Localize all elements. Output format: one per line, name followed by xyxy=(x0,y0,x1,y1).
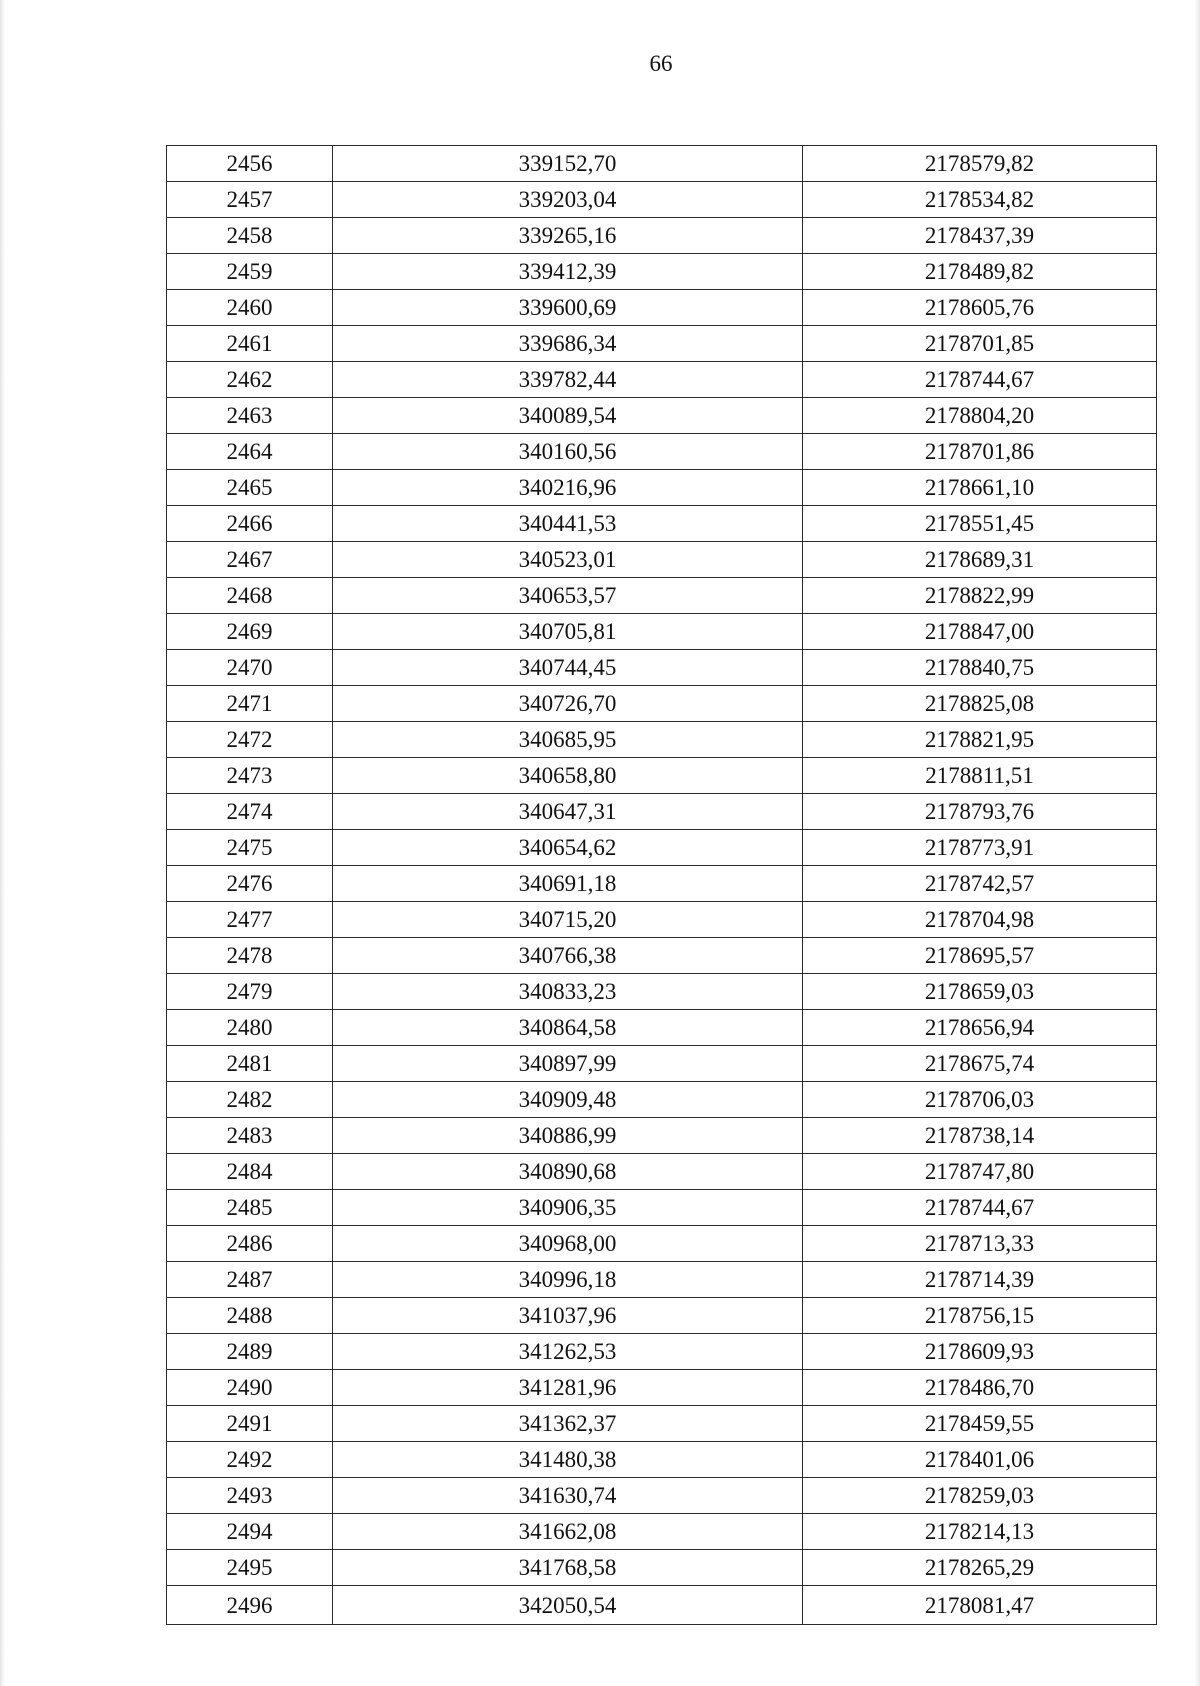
y-coordinate-cell: 2178265,29 xyxy=(803,1550,1157,1586)
table-row xyxy=(167,1334,1157,1370)
x-coordinate-cell: 340441,53 xyxy=(333,506,803,542)
point-number-cell: 2461 xyxy=(167,326,333,362)
scan-edge-right xyxy=(1195,0,1200,1686)
table-row xyxy=(167,830,1157,866)
y-coordinate-cell: 2178822,99 xyxy=(803,578,1157,614)
x-coordinate-cell: 340685,95 xyxy=(333,722,803,758)
x-coordinate-cell: 339265,16 xyxy=(333,218,803,254)
y-coordinate-cell: 2178605,76 xyxy=(803,290,1157,326)
x-coordinate-cell: 340833,23 xyxy=(333,974,803,1010)
page-number: 66 xyxy=(649,51,673,76)
x-coordinate-cell: 340654,62 xyxy=(333,830,803,866)
x-coordinate-cell: 342050,54 xyxy=(333,1586,803,1625)
x-coordinate-cell: 341281,96 xyxy=(333,1370,803,1406)
table-row xyxy=(167,1082,1157,1118)
x-coordinate-cell: 341262,53 xyxy=(333,1334,803,1370)
y-coordinate-cell: 2178534,82 xyxy=(803,182,1157,218)
point-number-cell: 2470 xyxy=(167,650,333,686)
table-row xyxy=(167,1514,1157,1550)
x-coordinate-cell: 340691,18 xyxy=(333,866,803,902)
scan-edge-left xyxy=(0,0,5,1686)
y-coordinate-cell: 2178847,00 xyxy=(803,614,1157,650)
point-number-cell: 2487 xyxy=(167,1262,333,1298)
table-row xyxy=(167,1154,1157,1190)
point-number-cell: 2475 xyxy=(167,830,333,866)
y-coordinate-cell: 2178486,70 xyxy=(803,1370,1157,1406)
table-row xyxy=(167,434,1157,470)
point-number-cell: 2466 xyxy=(167,506,333,542)
point-number-cell: 2476 xyxy=(167,866,333,902)
x-coordinate-cell: 341037,96 xyxy=(333,1298,803,1334)
point-number-cell: 2490 xyxy=(167,1370,333,1406)
point-number-cell: 2488 xyxy=(167,1298,333,1334)
y-coordinate-cell: 2178840,75 xyxy=(803,650,1157,686)
y-coordinate-cell: 2178793,76 xyxy=(803,794,1157,830)
table-row xyxy=(167,362,1157,398)
point-number-cell: 2496 xyxy=(167,1586,333,1625)
point-number-cell: 2458 xyxy=(167,218,333,254)
x-coordinate-cell: 339203,04 xyxy=(333,182,803,218)
x-coordinate-cell: 340726,70 xyxy=(333,686,803,722)
table-row xyxy=(167,1550,1157,1586)
point-number-cell: 2469 xyxy=(167,614,333,650)
point-number-cell: 2472 xyxy=(167,722,333,758)
y-coordinate-cell: 2178689,31 xyxy=(803,542,1157,578)
y-coordinate-cell: 2178609,93 xyxy=(803,1334,1157,1370)
table-row xyxy=(167,1118,1157,1154)
point-number-cell: 2491 xyxy=(167,1406,333,1442)
table-row xyxy=(167,1298,1157,1334)
table-row xyxy=(167,1406,1157,1442)
x-coordinate-cell: 340705,81 xyxy=(333,614,803,650)
point-number-cell: 2456 xyxy=(167,146,333,182)
point-number-cell: 2484 xyxy=(167,1154,333,1190)
x-coordinate-cell: 340647,31 xyxy=(333,794,803,830)
table-row xyxy=(167,146,1157,182)
y-coordinate-cell: 2178738,14 xyxy=(803,1118,1157,1154)
y-coordinate-cell: 2178706,03 xyxy=(803,1082,1157,1118)
y-coordinate-cell: 2178701,86 xyxy=(803,434,1157,470)
x-coordinate-cell: 339686,34 xyxy=(333,326,803,362)
table-row xyxy=(167,326,1157,362)
y-coordinate-cell: 2178459,55 xyxy=(803,1406,1157,1442)
table-row xyxy=(167,1586,1157,1625)
point-number-cell: 2489 xyxy=(167,1334,333,1370)
x-coordinate-cell: 341662,08 xyxy=(333,1514,803,1550)
x-coordinate-cell: 340890,68 xyxy=(333,1154,803,1190)
coordinates-table xyxy=(166,145,1157,1625)
y-coordinate-cell: 2178695,57 xyxy=(803,938,1157,974)
x-coordinate-cell: 341362,37 xyxy=(333,1406,803,1442)
y-coordinate-cell: 2178773,91 xyxy=(803,830,1157,866)
y-coordinate-cell: 2178675,74 xyxy=(803,1046,1157,1082)
x-coordinate-cell: 340160,56 xyxy=(333,434,803,470)
y-coordinate-cell: 2178579,82 xyxy=(803,146,1157,182)
x-coordinate-cell: 340216,96 xyxy=(333,470,803,506)
coordinates-table-body xyxy=(167,146,1157,1625)
table-row xyxy=(167,506,1157,542)
y-coordinate-cell: 2178551,45 xyxy=(803,506,1157,542)
point-number-cell: 2468 xyxy=(167,578,333,614)
x-coordinate-cell: 340744,45 xyxy=(333,650,803,686)
point-number-cell: 2494 xyxy=(167,1514,333,1550)
y-coordinate-cell: 2178701,85 xyxy=(803,326,1157,362)
point-number-cell: 2492 xyxy=(167,1442,333,1478)
table-row xyxy=(167,1370,1157,1406)
y-coordinate-cell: 2178744,67 xyxy=(803,1190,1157,1226)
point-number-cell: 2493 xyxy=(167,1478,333,1514)
y-coordinate-cell: 2178742,57 xyxy=(803,866,1157,902)
x-coordinate-cell: 340906,35 xyxy=(333,1190,803,1226)
x-coordinate-cell: 340968,00 xyxy=(333,1226,803,1262)
point-number-cell: 2485 xyxy=(167,1190,333,1226)
table-row xyxy=(167,254,1157,290)
y-coordinate-cell: 2178489,82 xyxy=(803,254,1157,290)
x-coordinate-cell: 340996,18 xyxy=(333,1262,803,1298)
point-number-cell: 2482 xyxy=(167,1082,333,1118)
table-row xyxy=(167,578,1157,614)
table-row xyxy=(167,866,1157,902)
point-number-cell: 2459 xyxy=(167,254,333,290)
point-number-cell: 2460 xyxy=(167,290,333,326)
x-coordinate-cell: 341630,74 xyxy=(333,1478,803,1514)
y-coordinate-cell: 2178825,08 xyxy=(803,686,1157,722)
table-row xyxy=(167,398,1157,434)
x-coordinate-cell: 340909,48 xyxy=(333,1082,803,1118)
y-coordinate-cell: 2178704,98 xyxy=(803,902,1157,938)
table-row xyxy=(167,218,1157,254)
point-number-cell: 2478 xyxy=(167,938,333,974)
point-number-cell: 2457 xyxy=(167,182,333,218)
point-number-cell: 2483 xyxy=(167,1118,333,1154)
x-coordinate-cell: 339600,69 xyxy=(333,290,803,326)
table-row xyxy=(167,1478,1157,1514)
x-coordinate-cell: 340653,57 xyxy=(333,578,803,614)
table-row xyxy=(167,614,1157,650)
table-row xyxy=(167,938,1157,974)
table-row xyxy=(167,1046,1157,1082)
x-coordinate-cell: 340766,38 xyxy=(333,938,803,974)
table-row xyxy=(167,902,1157,938)
x-coordinate-cell: 340089,54 xyxy=(333,398,803,434)
y-coordinate-cell: 2178756,15 xyxy=(803,1298,1157,1334)
x-coordinate-cell: 340886,99 xyxy=(333,1118,803,1154)
table-row xyxy=(167,794,1157,830)
y-coordinate-cell: 2178401,06 xyxy=(803,1442,1157,1478)
x-coordinate-cell: 339782,44 xyxy=(333,362,803,398)
table-row xyxy=(167,290,1157,326)
table-row xyxy=(167,722,1157,758)
point-number-cell: 2486 xyxy=(167,1226,333,1262)
y-coordinate-cell: 2178804,20 xyxy=(803,398,1157,434)
y-coordinate-cell: 2178437,39 xyxy=(803,218,1157,254)
point-number-cell: 2480 xyxy=(167,1010,333,1046)
point-number-cell: 2473 xyxy=(167,758,333,794)
table-row xyxy=(167,1190,1157,1226)
point-number-cell: 2462 xyxy=(167,362,333,398)
point-number-cell: 2495 xyxy=(167,1550,333,1586)
y-coordinate-cell: 2178821,95 xyxy=(803,722,1157,758)
table-row xyxy=(167,758,1157,794)
x-coordinate-cell: 341480,38 xyxy=(333,1442,803,1478)
table-row xyxy=(167,650,1157,686)
table-row xyxy=(167,686,1157,722)
x-coordinate-cell: 340897,99 xyxy=(333,1046,803,1082)
table-row xyxy=(167,470,1157,506)
table-row xyxy=(167,542,1157,578)
table-row xyxy=(167,1262,1157,1298)
x-coordinate-cell: 340715,20 xyxy=(333,902,803,938)
point-number-cell: 2474 xyxy=(167,794,333,830)
y-coordinate-cell: 2178081,47 xyxy=(803,1586,1157,1625)
point-number-cell: 2477 xyxy=(167,902,333,938)
table-row xyxy=(167,1010,1157,1046)
x-coordinate-cell: 339412,39 xyxy=(333,254,803,290)
y-coordinate-cell: 2178747,80 xyxy=(803,1154,1157,1190)
y-coordinate-cell: 2178259,03 xyxy=(803,1478,1157,1514)
y-coordinate-cell: 2178714,39 xyxy=(803,1262,1157,1298)
table-row xyxy=(167,974,1157,1010)
point-number-cell: 2467 xyxy=(167,542,333,578)
y-coordinate-cell: 2178744,67 xyxy=(803,362,1157,398)
x-coordinate-cell: 340658,80 xyxy=(333,758,803,794)
x-coordinate-cell: 340864,58 xyxy=(333,1010,803,1046)
y-coordinate-cell: 2178811,51 xyxy=(803,758,1157,794)
y-coordinate-cell: 2178214,13 xyxy=(803,1514,1157,1550)
point-number-cell: 2463 xyxy=(167,398,333,434)
point-number-cell: 2471 xyxy=(167,686,333,722)
point-number-cell: 2465 xyxy=(167,470,333,506)
x-coordinate-cell: 339152,70 xyxy=(333,146,803,182)
point-number-cell: 2464 xyxy=(167,434,333,470)
point-number-cell: 2479 xyxy=(167,974,333,1010)
table-row xyxy=(167,1226,1157,1262)
point-number-cell: 2481 xyxy=(167,1046,333,1082)
x-coordinate-cell: 341768,58 xyxy=(333,1550,803,1586)
table-row xyxy=(167,182,1157,218)
y-coordinate-cell: 2178659,03 xyxy=(803,974,1157,1010)
table-row xyxy=(167,1442,1157,1478)
y-coordinate-cell: 2178661,10 xyxy=(803,470,1157,506)
y-coordinate-cell: 2178713,33 xyxy=(803,1226,1157,1262)
x-coordinate-cell: 340523,01 xyxy=(333,542,803,578)
y-coordinate-cell: 2178656,94 xyxy=(803,1010,1157,1046)
